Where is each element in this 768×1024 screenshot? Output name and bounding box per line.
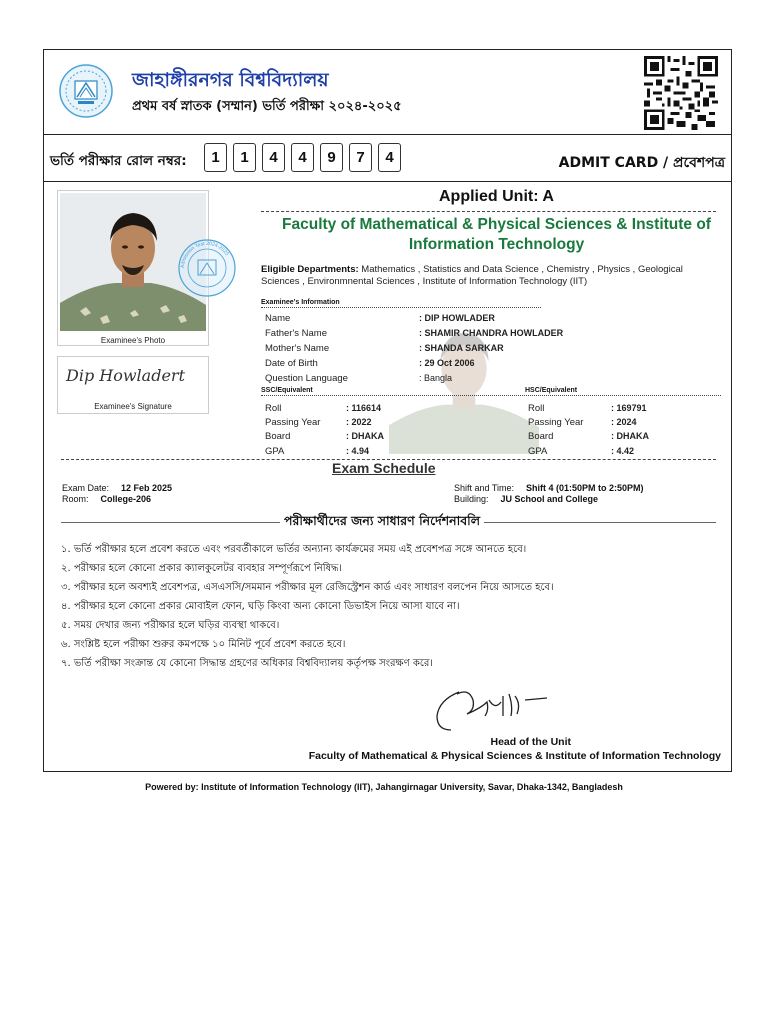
room-value: College-206 [100, 494, 152, 504]
faculty-title: Faculty of Mathematical & Physical Sciences & Institute of Information Technology [282, 216, 711, 253]
instruction-item: ৫. সময় দেখার জন্য পরীক্ষার হলে ঘড়ির ব্যবস্থা থাকবে। [61, 620, 280, 631]
examinee-photo-box [57, 190, 230, 346]
info-mother-value: : SHANDA SARKAR [419, 343, 504, 353]
roll-number-digits [204, 143, 401, 172]
exam-date [62, 483, 172, 493]
watermark-photo [389, 298, 539, 468]
shift-value: Shift 4 (01:50PM to 2:50PM) [526, 483, 644, 493]
hsc-year-label: Passing Year [528, 417, 584, 428]
examinee-info-heading: Examinee's Information [261, 299, 340, 306]
roll-digit: 4 [262, 143, 285, 172]
building-value: JU School and College [500, 494, 599, 504]
ssc-roll-label: Roll [265, 403, 282, 414]
hsc-board-value: : DHAKA [611, 431, 649, 441]
head-of-unit-title: Head of the Unit [490, 736, 571, 748]
building-label: Building: [454, 494, 489, 504]
ssc-board-value: : DHAKA [346, 431, 384, 441]
unit-divider [261, 211, 716, 212]
hsc-roll-label: Roll [528, 403, 545, 414]
room-label: Room: [62, 494, 89, 504]
exam-date-label: Exam Date: [62, 483, 110, 493]
photo-caption: Examinee's Photo [100, 336, 166, 345]
qr-code-icon [644, 56, 718, 130]
admit-card [43, 49, 732, 772]
head-signature-icon [429, 680, 569, 736]
hsc-year-value: : 2024 [611, 417, 637, 427]
authority-faculty: Faculty of Mathematical & Physical Sciences & Institute of Information Technology [308, 750, 721, 762]
admission-seal-text: Admission Test 2024-2025 [179, 240, 230, 269]
info-name-value: : DIP HOWLADER [419, 313, 495, 323]
applied-unit: Applied Unit: A [439, 188, 554, 205]
hsc-heading: HSC/Equivalent [525, 387, 578, 394]
hsc-gpa-value: : 4.42 [611, 446, 635, 456]
hsc-board-label: Board [528, 431, 554, 442]
ssc-gpa-value: : 4.94 [346, 446, 370, 456]
header-divider [44, 134, 731, 135]
roll-digit: 9 [320, 143, 343, 172]
eligible-departments [261, 264, 723, 287]
examinee-signature-box [57, 356, 209, 414]
hsc-roll-value: : 169791 [611, 403, 647, 413]
examinee-signature: Dip Howladert [66, 366, 185, 385]
info-father-value: : SHAMIR CHANDRA HOWLADER [419, 328, 564, 338]
ssc-board-label: Board [265, 431, 291, 442]
instruction-item: ৬. সংশ্লিষ্ট হলে পরীক্ষা শুরুর কমপক্ষে ১০ মিনিট পূর্বে প্রবেশ করতে হবে। [61, 639, 346, 650]
roll-number-label: ভর্তি পরীক্ষার রোল নম্বর: [50, 153, 187, 169]
ssc-gpa-label: GPA [265, 446, 285, 457]
info-dob-label: Date of Birth [265, 358, 318, 369]
ssc-roll-value: : 116614 [346, 403, 382, 413]
admission-seal-icon [176, 237, 238, 299]
info-name-label: Name [265, 313, 291, 324]
exam-building [454, 494, 598, 504]
roll-digit: 4 [291, 143, 314, 172]
info-language-label: Question Language [265, 373, 348, 384]
info-dob-value: : 29 Oct 2006 [419, 358, 475, 368]
ssc-year-label: Passing Year [265, 417, 321, 428]
instruction-item: ৭. ভর্তি পরীক্ষা সংক্রান্ত যে কোনো সিদ্ধান্ত গ্রহণের অধিকার বিশ্ববিদ্যালয় কর্তৃপক্ষ সংরক্ষণ করে। [61, 658, 433, 669]
shift-label: Shift and Time: [454, 483, 515, 493]
exam-date-value: 12 Feb 2025 [121, 483, 173, 493]
university-logo-icon [58, 61, 114, 121]
result-divider [261, 395, 721, 396]
instruction-item: ৩. পরীক্ষার হলে অবশ্যই প্রবেশপত্র, এসএসসি/সমমান পরীক্ষার মূল রেজিস্ট্রেশন কার্ড এবং সাধারণ বলপেন নিয়ে আসতে হবে। [61, 582, 554, 593]
exam-room [62, 494, 151, 504]
eligible-label: Eligible Departments: [261, 264, 359, 275]
footer-powered-by: Powered by: Institute of Information Technology (IIT), Jahangirnagar University, Savar, Dhaka-1342, Bangladesh [145, 782, 623, 792]
exam-shift [454, 483, 644, 493]
eligible-list: Mathematics , Statistics and Data Science , Chemistry , Physics , Geological Sciences , Environmnental Sciences , Institute of Information Technology (IIT) [261, 264, 683, 287]
roll-digit: 1 [204, 143, 227, 172]
exam-title: প্রথম বর্ষ স্নাতক (সম্মান) ভর্তি পরীক্ষা ২০২৪-২০২৫ [132, 99, 402, 114]
exam-schedule-title: Exam Schedule [332, 460, 436, 476]
info-divider [261, 307, 541, 308]
instructions-title: পরীক্ষার্থীদের জন্য সাধারণ নির্দেশনাবলি [280, 513, 484, 533]
info-language-value: : Bangla [419, 373, 453, 383]
instruction-item: ২. পরীক্ষার হলে কোনো প্রকার ক্যালকুলেটর ব্যবহার সম্পূর্ণরূপে নিষিদ্ধ। [61, 563, 342, 574]
roll-divider [44, 181, 731, 182]
hsc-gpa-label: GPA [528, 446, 548, 457]
ssc-year-value: : 2022 [346, 417, 372, 427]
ssc-heading: SSC/Equivalent [261, 387, 313, 394]
signature-caption: Examinee's Signature [94, 402, 172, 411]
admit-card-title: ADMIT CARD / প্রবেশপত্র [558, 155, 725, 171]
instruction-item: ৪. পরীক্ষার হলে কোনো প্রকার মোবাইল ফোন, ঘড়ি কিংবা অন্য কোনো ডিভাইস নিয়ে আসা যাবে না। [61, 601, 460, 612]
info-father-label: Father's Name [265, 328, 328, 339]
roll-digit: 1 [233, 143, 256, 172]
roll-digit: 7 [349, 143, 372, 172]
info-mother-label: Mother's Name [265, 343, 330, 354]
instruction-item: ১. ভর্তি পরীক্ষার হলে প্রবেশ করতে এবং পরবর্তীকালে ভর্তির অন্যান্য কার্যক্রমের সময় এই প্রবেশপত্র সঙ্গে আনতে হবে। [61, 544, 527, 555]
roll-digit: 4 [378, 143, 401, 172]
university-name: জাহাঙ্গীরনগর বিশ্ববিদ্যালয় [132, 69, 329, 91]
